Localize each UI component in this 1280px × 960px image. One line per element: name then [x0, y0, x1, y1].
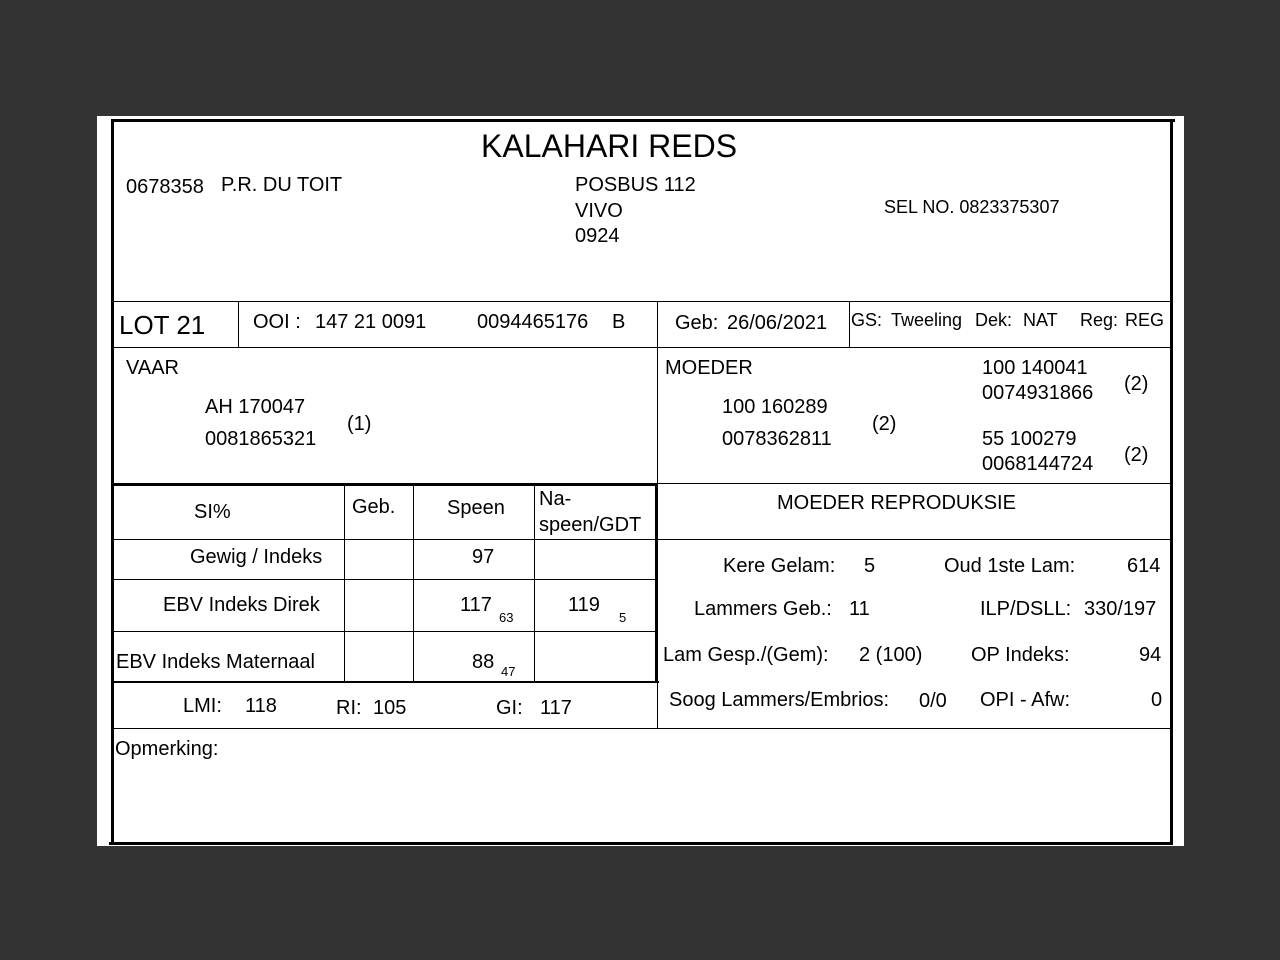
moeder-sire-id: 100 140041	[982, 357, 1088, 379]
kere-gelam-label: Kere Gelam:	[723, 555, 836, 577]
ebv-direk-speen-accuracy: 63	[499, 610, 514, 625]
address-line-1: POSBUS 112	[575, 174, 696, 196]
vaar-grade: (1)	[347, 413, 372, 435]
oud-1ste-lam-value: 614	[1127, 555, 1161, 577]
reg-value: REG	[1125, 310, 1165, 330]
ilp-dsll-value: 330/197	[1084, 598, 1157, 620]
moeder-registration: 0078362811	[722, 428, 832, 450]
address-line-2: VIVO	[575, 200, 623, 222]
divider	[413, 484, 414, 682]
row-label-ebv-maternaal: EBV Indeks Maternaal	[116, 651, 315, 673]
ri-value: 105	[373, 697, 407, 719]
gs-value: Tweeling	[891, 310, 963, 330]
divider	[114, 728, 1171, 729]
divider	[238, 302, 239, 347]
divider	[114, 301, 1171, 302]
gs-label: GS:	[851, 310, 883, 330]
lammers-geb-label: Lammers Geb.:	[694, 598, 832, 620]
dek-value: NAT	[1023, 310, 1058, 330]
header-speen: Speen	[447, 497, 505, 519]
ebv-direk-naspeen-accuracy: 5	[619, 610, 627, 625]
vaar-label: VAAR	[126, 357, 179, 379]
moeder-sire-registration: 0074931866	[982, 382, 1094, 404]
op-indeks-value: 94	[1139, 644, 1162, 666]
kere-gelam-value: 5	[864, 555, 876, 577]
reproduction-title: MOEDER REPRODUKSIE	[777, 492, 1016, 514]
header-geb: Geb.	[352, 496, 396, 518]
divider	[114, 539, 1171, 540]
moeder-sire-grade: (2)	[1124, 373, 1149, 395]
moeder-dam-grade: (2)	[1124, 444, 1149, 466]
ebv-direk-speen: 117	[460, 594, 492, 616]
vaar-registration: 0081865321	[205, 428, 317, 450]
soog-lammers-value: 0/0	[919, 690, 947, 712]
border-right	[1170, 119, 1173, 844]
opmerking-label: Opmerking:	[115, 738, 219, 760]
lammers-geb-value: 11	[849, 598, 870, 620]
lmi-value: 118	[245, 695, 277, 717]
divider	[344, 484, 345, 682]
header-si-percent: SI%	[194, 501, 231, 523]
sale-card	[97, 116, 1184, 846]
card-title: KALAHARI REDS	[481, 128, 738, 164]
breeder-number: 0678358	[126, 176, 204, 198]
divider	[655, 484, 658, 682]
dek-label: Dek:	[975, 310, 1013, 330]
header-naspeen-gdt: Na- speen/GDT	[539, 488, 642, 536]
vaar-id: AH 170047	[205, 396, 306, 418]
ebv-maternaal-speen: 88	[472, 651, 495, 673]
opi-afw-value: 0	[1151, 689, 1163, 711]
op-indeks-label: OP Indeks:	[971, 644, 1070, 666]
address-line-3: 0924	[575, 225, 620, 247]
moeder-id: 100 160289	[722, 396, 828, 418]
divider	[534, 484, 535, 682]
phone-number: SEL NO. 0823375307	[884, 197, 1060, 217]
moeder-label: MOEDER	[665, 357, 753, 379]
border-bottom	[109, 842, 1173, 845]
opi-afw-label: OPI - Afw:	[980, 689, 1071, 711]
breeder-name: P.R. DU TOIT	[221, 174, 343, 196]
ilp-dsll-label: ILP/DSLL:	[980, 598, 1072, 620]
divider	[114, 681, 659, 683]
ebv-maternaal-speen-accuracy: 47	[501, 664, 516, 679]
divider	[114, 579, 657, 580]
birth-date-label: Geb:	[675, 312, 719, 334]
ri-label: RI:	[336, 697, 362, 719]
moeder-dam-registration: 0068144724	[982, 453, 1094, 475]
reg-label: Reg:	[1080, 310, 1119, 330]
lmi-label: LMI:	[183, 695, 222, 717]
oud-1ste-lam-label: Oud 1ste Lam:	[944, 555, 1076, 577]
ooi-label: OOI :	[253, 311, 301, 333]
divider	[849, 302, 850, 347]
row-label-ebv-direk: EBV Indeks Direk	[163, 594, 320, 616]
ooi-id: 147 21 0091	[315, 311, 427, 333]
lot-number: LOT 21	[119, 310, 206, 340]
lam-gesp-label: Lam Gesp./(Gem):	[663, 644, 829, 666]
row-label-gewig: Gewig / Indeks	[190, 546, 323, 568]
gewig-speen: 97	[472, 546, 495, 568]
gi-value: 117	[540, 697, 572, 719]
ebv-direk-naspeen: 119	[568, 594, 600, 616]
divider	[114, 347, 1171, 348]
moeder-grade: (2)	[872, 413, 897, 435]
gi-label: GI:	[496, 697, 523, 719]
divider	[114, 631, 657, 632]
border-top	[111, 119, 1175, 122]
ooi-grade: B	[612, 311, 626, 333]
birth-date: 26/06/2021	[727, 312, 828, 334]
lam-gesp-value: 2 (100)	[859, 644, 923, 666]
border-left	[111, 119, 114, 844]
moeder-dam-id: 55 100279	[982, 428, 1077, 450]
ooi-registration: 0094465176	[477, 311, 589, 333]
soog-lammers-label: Soog Lammers/Embrios:	[669, 689, 890, 711]
